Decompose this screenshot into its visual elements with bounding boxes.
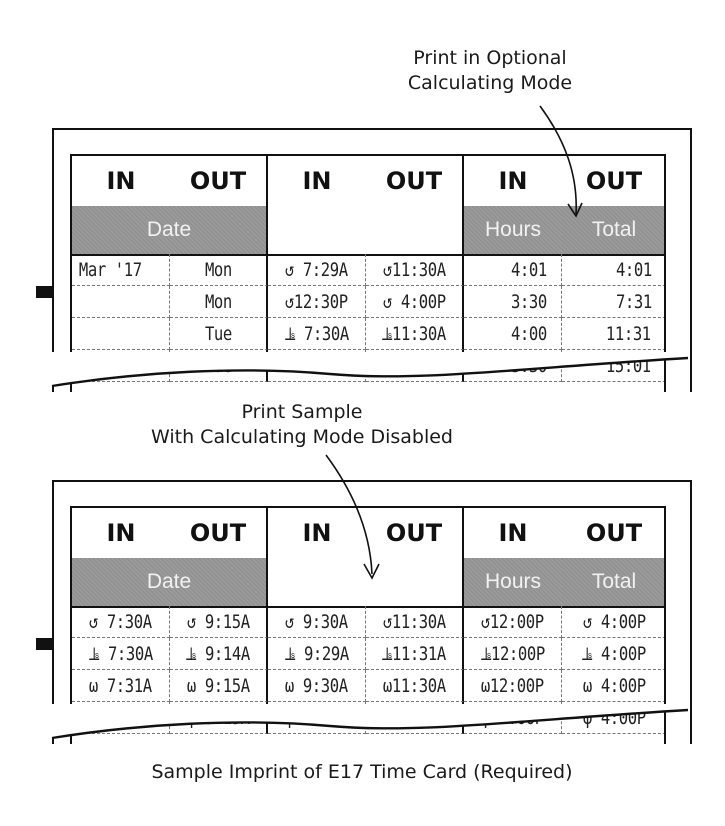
card1-hdr-in-2: IN — [302, 167, 332, 195]
card2-hdr-in-1: IN — [106, 519, 136, 547]
card2-hdr-in-2: IN — [302, 519, 332, 547]
card1-cell-value: Mon — [204, 290, 232, 313]
card1-cell-value: 11:31 — [606, 322, 652, 345]
card1-hdr-out-3: OUT — [585, 167, 643, 195]
card1-hdr-out-1: OUT — [170, 156, 268, 206]
card2-hours-band: Hours — [464, 558, 562, 606]
card1-cell-value: ⫡ 7:30A — [284, 322, 349, 345]
card2-hdr-out-3: OUT — [585, 519, 643, 547]
card2-cell-value: ⫡ 7:30A — [88, 642, 153, 665]
card1-cell-value: 3:30 — [511, 290, 548, 313]
card2-cell-value: ⫡11:31A — [382, 642, 446, 665]
card2-cell-value: ↺11:30A — [382, 610, 446, 633]
card1-total-band: Total — [562, 206, 666, 254]
card1-cell-value: 4:00 — [511, 322, 548, 345]
caption-sample-imprint-text: Sample Imprint of E17 Time Card (Required) — [151, 761, 573, 783]
card1-cell-value: 4:01 — [511, 258, 548, 281]
card1-date-band: Date — [72, 206, 268, 254]
card2-cell-value: ω 9:15A — [186, 674, 250, 697]
caption-disabled-mode-line1: Print Sample — [241, 401, 363, 423]
card1-cell-value: 15:01 — [606, 354, 652, 377]
card2-cell-value: ⫡ 4:00P — [582, 642, 646, 665]
card2-cell-value: ⫡ 9:29A — [284, 642, 349, 665]
card2-hdr-out-2: OUT — [366, 508, 464, 558]
card1-cell-value: ↺ 7:29A — [285, 258, 348, 281]
card2-cell-value: ↺ 4:00P — [582, 610, 646, 633]
arrow-disabled-mode — [326, 455, 372, 574]
card2-hdr-out-1: OUT — [170, 508, 268, 558]
card1-cell-value: ↺11:30A — [382, 258, 446, 281]
card2-total-band: Total — [562, 558, 666, 606]
card2-cell-value: ω 9:30A — [285, 674, 348, 697]
card1-cell-value: Mon — [204, 258, 232, 281]
card1-cell-value: 4:01 — [616, 258, 653, 281]
card2-cell-value: ↺ 7:30A — [89, 610, 152, 633]
card1-cell-value: Tue — [204, 322, 232, 345]
card1-cell-value: ↺12:30P — [285, 290, 348, 313]
card1-cell-value: 7:31 — [616, 290, 653, 313]
caption-optional-mode-line1: Print in Optional — [413, 47, 567, 69]
card2-date-band: Date — [72, 558, 268, 606]
card2-cell-value: ω 4:00P — [582, 674, 646, 697]
card1-cell-value: ⫡11:30A — [382, 322, 446, 345]
card1-hdr-in-3: IN — [498, 167, 528, 195]
card2-cell-value: ⫡12:00P — [480, 642, 545, 665]
card2-cell-value: ω 7:31A — [89, 674, 152, 697]
card2-cell-value: ↺12:00P — [481, 610, 544, 633]
card2-cell-value: ω12:00P — [481, 674, 544, 697]
card2-cell-value: ↺ 9:30A — [285, 610, 348, 633]
caption-disabled-mode-line2: With Calculating Mode Disabled — [151, 426, 453, 448]
card1-hdr-out-2: OUT — [366, 156, 464, 206]
card1-cell-value: Mar '17 — [78, 258, 142, 281]
card2-cell-value: ↺ 9:15A — [186, 610, 250, 633]
card1-cell-value: ↺ 4:00P — [382, 290, 446, 313]
caption-optional-mode-line2: Calculating Mode — [407, 72, 573, 94]
card1-hdr-in-1: IN — [106, 167, 136, 195]
card2-cell-value: ⫡ 9:14A — [186, 642, 250, 665]
card2-cell-value: φ 4:00P — [582, 706, 646, 729]
arrow-optional-mode-head — [568, 203, 582, 216]
arrow-optional-mode — [540, 106, 576, 214]
card1-hours-band: Hours — [464, 206, 562, 254]
card2-cell-value: ω11:30A — [382, 674, 446, 697]
card2-hdr-in-3: IN — [498, 519, 528, 547]
